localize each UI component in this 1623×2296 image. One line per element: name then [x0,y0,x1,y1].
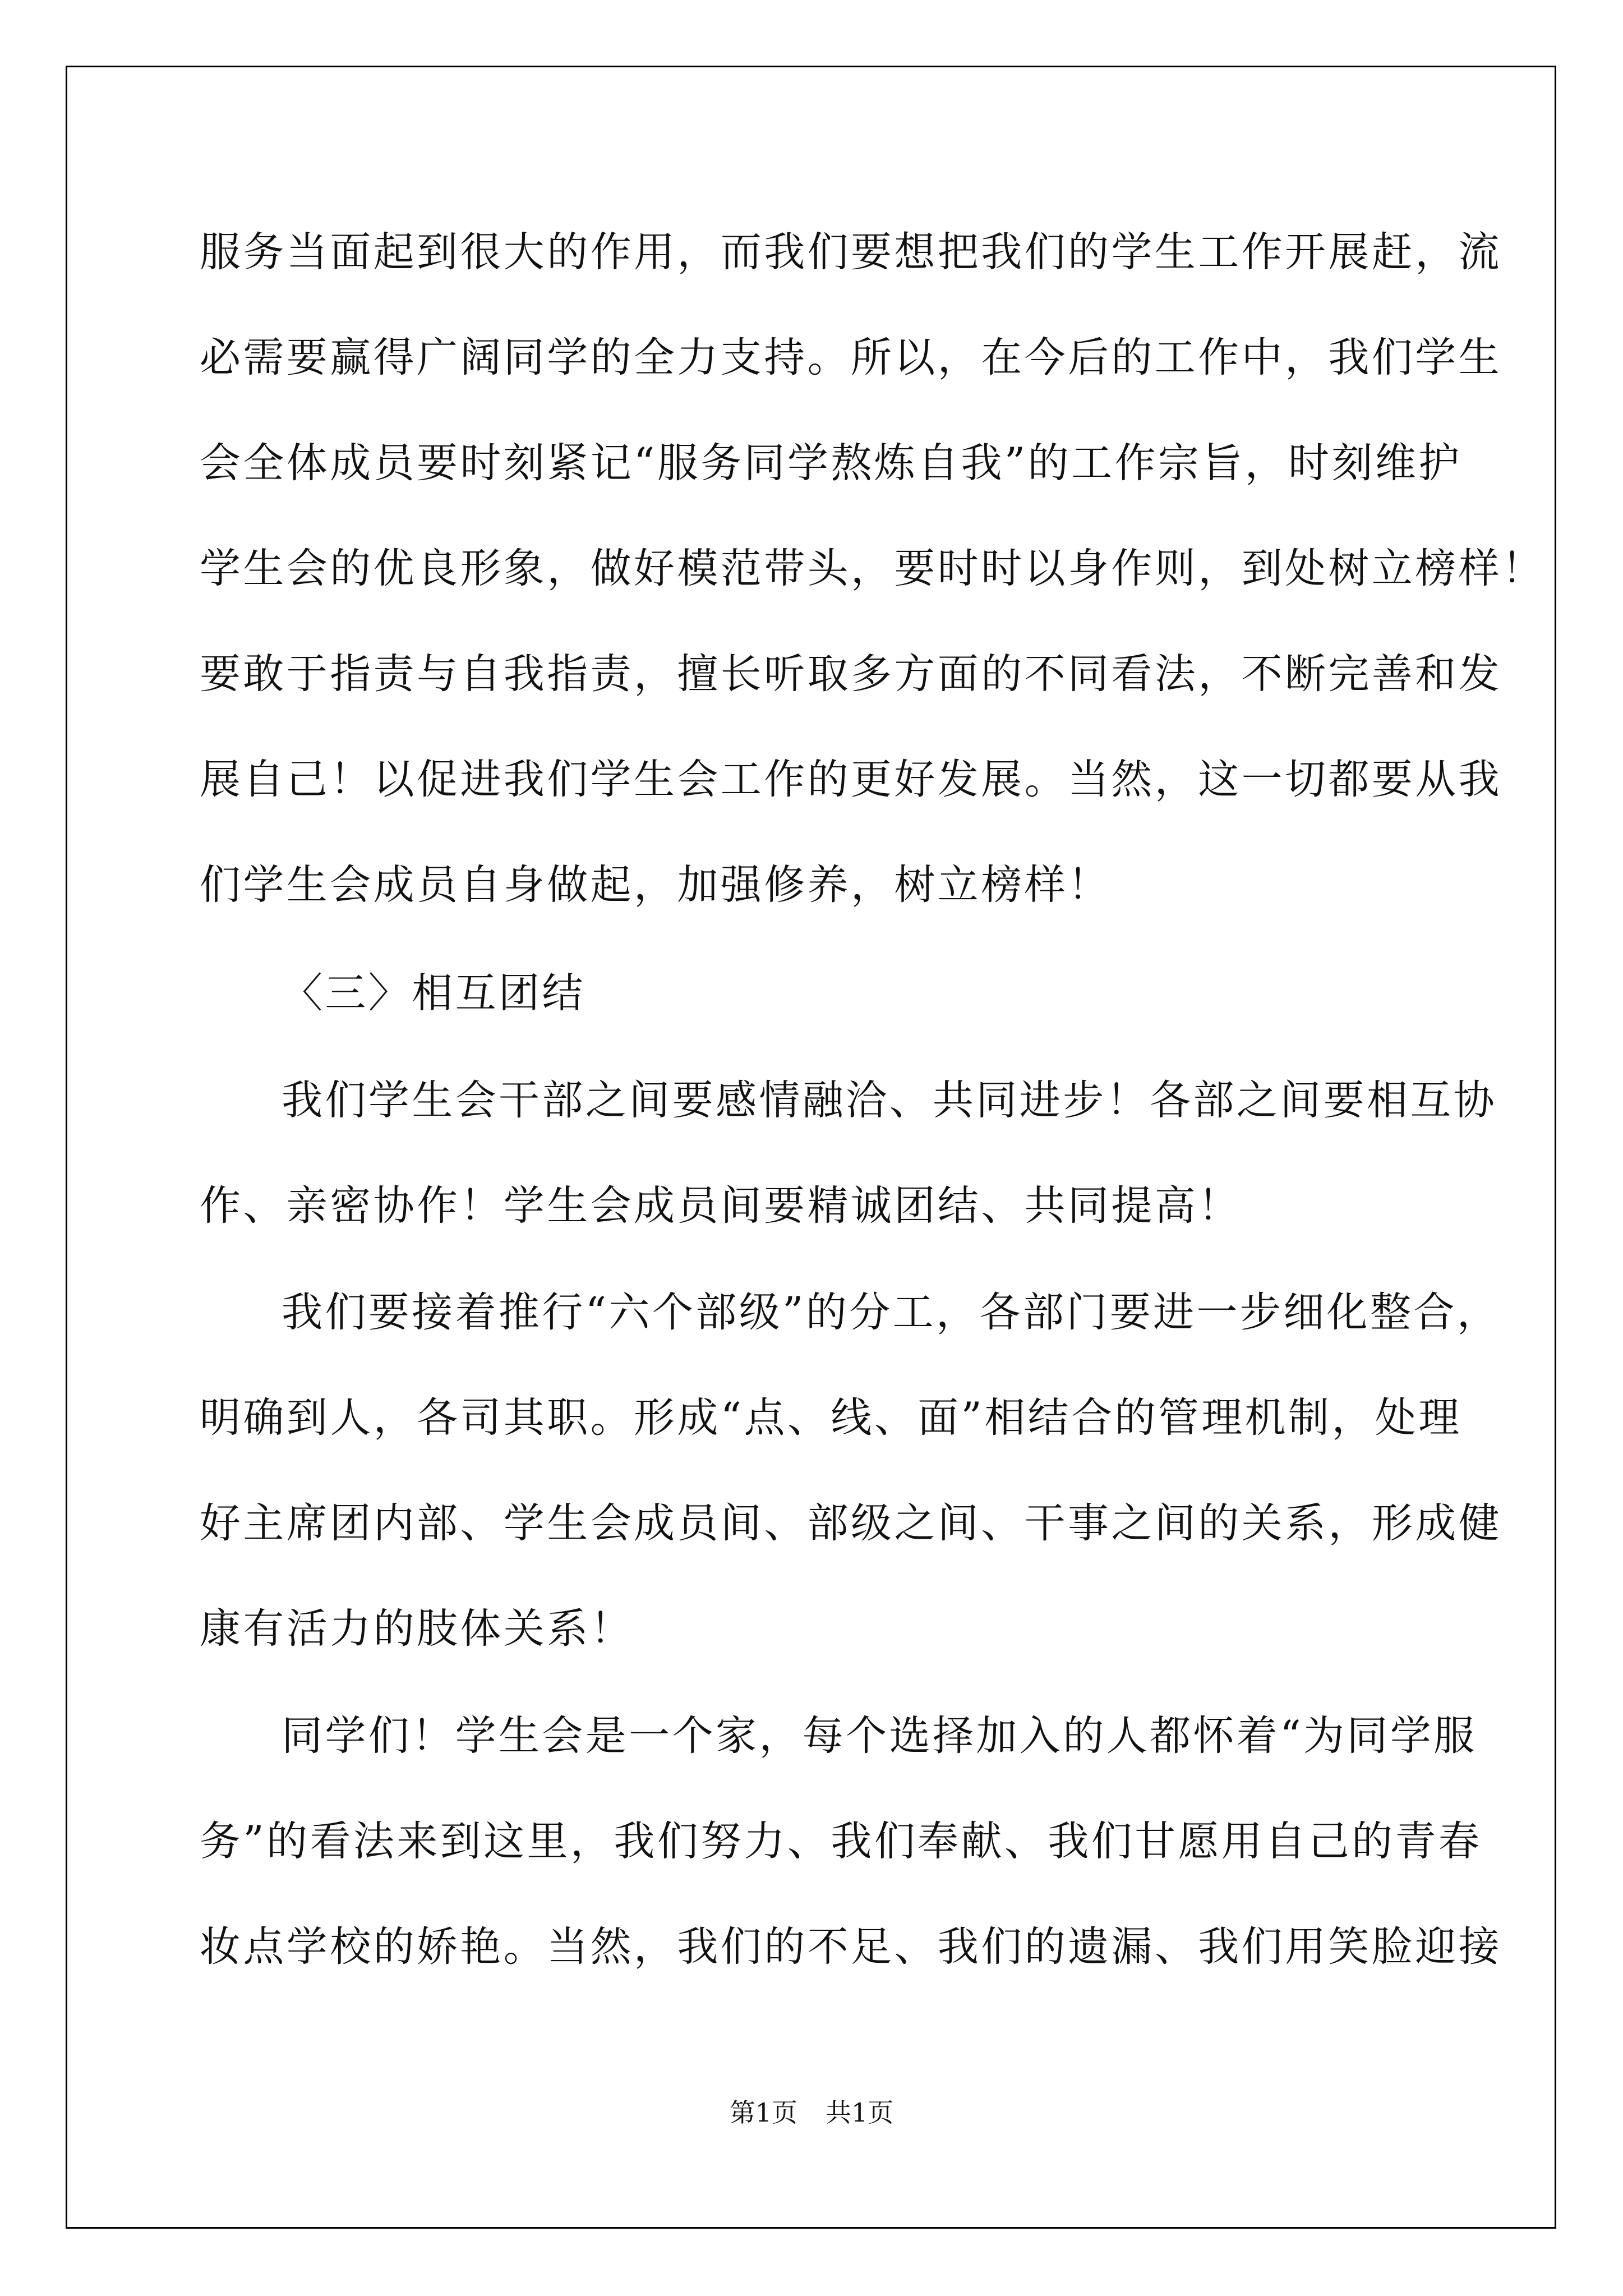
paragraph-first-line: 我们学生会干部之间要感情融洽、共同进步！各部之间要相互协 [282,1076,1497,1124]
page-number: 第1页 [729,2097,797,2128]
body-text-line: 务”的看法来到这里，我们努力、我们奉献、我们甘愿用自己的青春 [200,1818,1482,1865]
page-total: 共1页 [826,2097,894,2128]
body-text-line: 要敢于指责与自我指责，擅长听取多方面的不同看法，不断完善和发 [200,650,1502,698]
body-text-line: 们学生会成员自身做起，加强修养，树立榜样！ [200,861,1112,909]
body-text-line: 作、亲密协作！学生会成员间要精诚团结、共同提高！ [200,1182,1242,1230]
body-text-line: 康有活力的肢体关系！ [200,1605,634,1653]
body-text-line: 必需要赢得广阔同学的全力支持。所以，在今后的工作中，我们学生 [200,334,1502,381]
body-text-line: 学生会的优良形象，做好模范带头，要时时以身作则，到处树立榜样！ [200,545,1546,592]
body-text-line: 妆点学校的娇艳。当然，我们的不足、我们的遗漏、我们用笑脸迎接 [200,1923,1502,1971]
body-text-line: 会全体成员要时刻紧记“服务同学熬炼自我”的工作宗旨，时刻维护 [200,439,1462,487]
body-text-line: 明确到人，各司其职。形成“点、线、面”相结合的管理机制，处理 [200,1394,1462,1442]
paragraph-first-line: 我们要接着推行“六个部级”的分工，各部门要进一步细化整合， [282,1289,1501,1336]
body-text-line: 展自己！以促进我们学生会工作的更好发展。当然，这一切都要从我 [200,756,1502,803]
page-footer [0,2092,1623,2129]
body-text-line: 服务当面起到很大的作用，而我们要想把我们的学生工作开展赶，流 [200,228,1502,276]
paragraph-first-line: 同学们！学生会是一个家，每个选择加入的人都怀着“为同学服 [282,1712,1477,1760]
section-heading: 〈三〉相互团结 [282,969,585,1017]
body-text-line: 好主席团内部、学生会成员间、部级之间、干事之间的关系，形成健 [200,1499,1502,1547]
